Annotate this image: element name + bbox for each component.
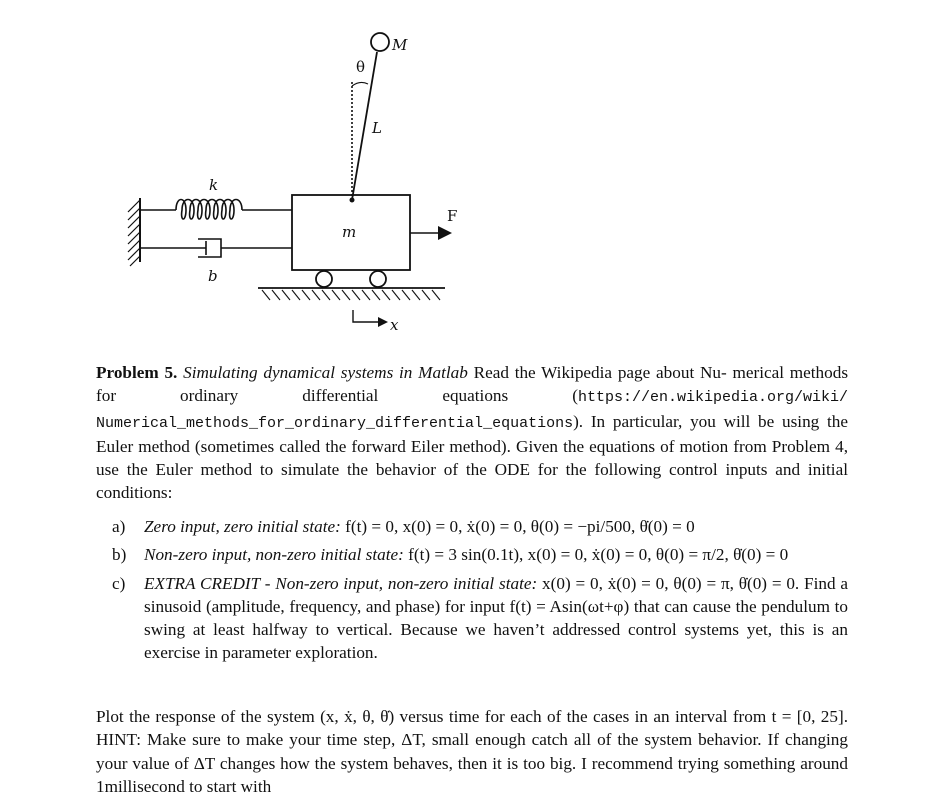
label-x: x [390,316,399,334]
case-conditions: f(t) = 0, x(0) = 0, ẋ(0) = 0, θ(0) = −pi/500, θ̇(0) = 0 [345,517,695,536]
damper [140,239,292,257]
label-F: F [447,207,458,225]
problem-heading: Problem 5. [96,363,178,382]
problem-statement [96,361,848,505]
case-list [112,515,848,670]
label-m: m [342,223,357,241]
case-conditions: f(t) = 3 sin(0.1t), x(0) = 0, ẋ(0) = 0, θ(0) = π/2, θ̇(0) = 0 [408,545,789,565]
case-label: EXTRA CREDIT - Non-zero input, non-zero initial state: [144,573,538,593]
angle-arc [352,82,368,86]
label-L: L [372,119,382,137]
list-marker: a) [112,517,126,536]
list-item [112,515,848,538]
case-conditions: x(0) = 0, ẋ(0) = 0, θ(0) = π, θ̇(0) = 0. Find a sinusoid (amplitude, frequency, and phase) for input f(t) = Asin(ωt+φ) that can cause the pendulum to swing at least halfway to vertical. Because we haven’t addressed control systems yet, this is an exercise in parameter exploration. [144,573,849,663]
position-arrow [353,310,388,327]
case-label: Non-zero input, non-zero initial state: [144,545,404,565]
plot-instructions-text: Plot the response of the system (x, ẋ, θ, θ̇) versus time for each of the cases in an interval from t = [0, 25]. HINT: Make sure to make your time step, ΔT, small enough catch all of the system behavior. If changing your value of ΔT changes how the system behaves, then it is too big. I recommend trying something around 1millisecond to start with [96,707,848,796]
wall [128,198,140,266]
force-arrow [410,226,452,240]
spring [140,200,292,220]
problem-title: Simulating dynamical systems in Matlab [183,363,468,382]
problem-intro-1: Read the Wikipedia page about Nu- merical methods for ordinary differential equations ( [96,363,849,406]
pendulum-bob [371,33,389,51]
list-marker: c) [112,573,126,593]
list-marker: b) [112,545,127,565]
list-item [112,572,848,665]
pivot [350,198,355,203]
label-M: M [392,36,408,54]
problem-intro-2: ). In particular, you will be using the Euler method (sometimes called the forward Eiler method). Given the equations of motion from Problem 4, use the Euler method to simulate the behavior of the ODE for the following control inputs and initial conditions: [96,411,848,503]
label-k: k [209,176,219,194]
label-b: b [208,267,218,285]
wikipedia-url[interactable]: https://en.wikipedia.org/wiki/ Numerical_methods_for_ordinary_differential_equations [96,389,848,432]
list-item [112,543,848,566]
label-theta: θ [356,58,366,76]
plot-instructions [96,705,848,798]
case-label: Zero input, zero initial state: [144,517,341,536]
cart-pendulum-figure [0,0,942,345]
ground [258,288,445,300]
wheels [316,271,386,287]
